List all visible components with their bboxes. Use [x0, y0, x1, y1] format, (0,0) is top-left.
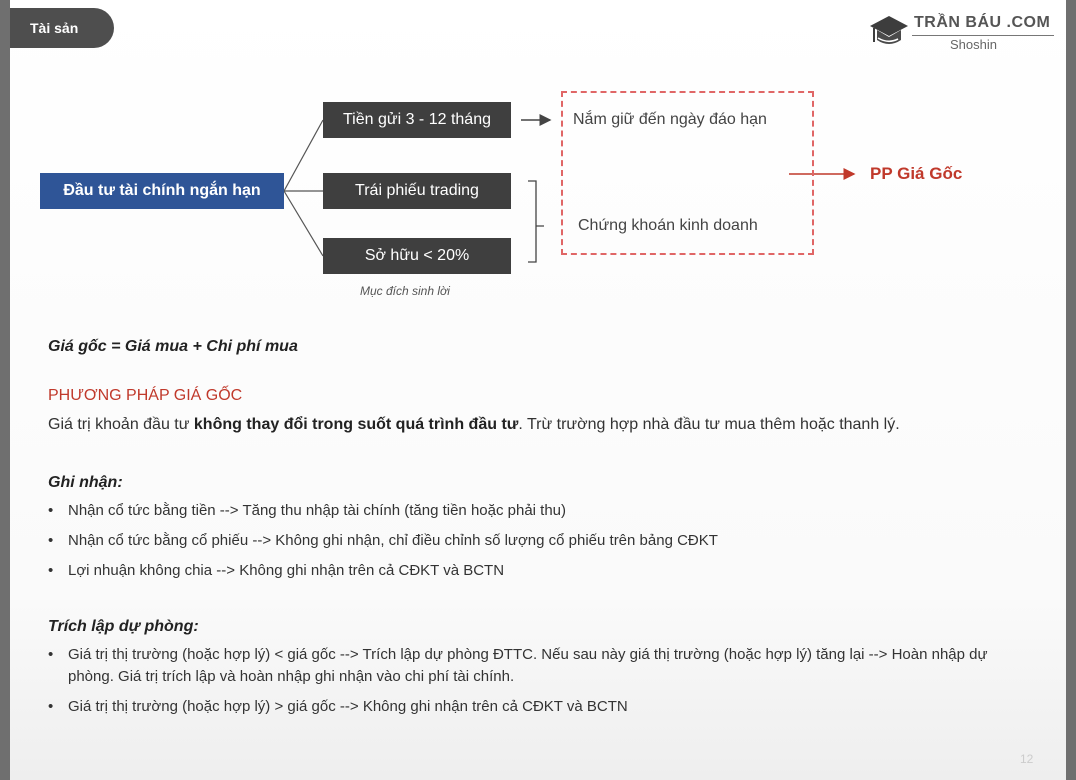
list-item: • Giá trị thị trường (hoặc hợp lý) < giá gốc --> Trích lập dự phòng ĐTTC. Nếu sau này giá thị trường (hoặc hợp lý) tăng lại --> Hoàn nhập dự phòng. Giá trị trích lập và hoàn nhập ghi nhận vào chi phí tài chính. [48, 644, 1018, 688]
bracket [528, 181, 544, 262]
target-text-1: Nắm giữ đến ngày đáo hạn [573, 111, 767, 128]
section-tag: Tài sản [10, 8, 114, 48]
connector-line-3 [284, 191, 323, 256]
branch-box-bond: Trái phiếu trading [323, 173, 511, 209]
list-item: • Lợi nhuận không chia --> Không ghi nhận trên cả CĐKT và BCTN [48, 560, 718, 582]
method-text-after: . Trừ trường hợp nhà đầu tư mua thêm hoặc thanh lý. [518, 416, 900, 433]
logo-subtitle: Shoshin [950, 37, 997, 52]
method-paragraph [48, 416, 900, 434]
list-item: • Giá trị thị trường (hoặc hợp lý) > giá gốc --> Không ghi nhận trên cả CĐKT và BCTN [48, 696, 1018, 718]
target-text-2: Chứng khoán kinh doanh [578, 217, 758, 234]
branch-box-deposit: Tiền gửi 3 - 12 tháng [323, 102, 511, 138]
method-heading: PHƯƠNG PHÁP GIÁ GỐC [48, 387, 243, 404]
list-item: • Nhận cổ tức bằng tiền --> Tăng thu nhập tài chính (tăng tiền hoặc phải thu) [48, 500, 718, 522]
diagram-caption: Mục đích sinh lời [360, 284, 450, 298]
root-box: Đầu tư tài chính ngắn hạn [40, 173, 284, 209]
result-label: PP Giá Gốc [870, 164, 963, 183]
diagram-connectors [10, 0, 1066, 320]
recognition-heading: Ghi nhận: [48, 474, 123, 491]
logo-title: TRẦN BÁU .COM [914, 14, 1051, 31]
method-text-before: Giá trị khoản đầu tư [48, 416, 194, 433]
list-item: • Nhận cổ tức bằng cổ phiếu --> Không ghi nhận, chỉ điều chỉnh số lượng cổ phiếu trên bảng CĐKT [48, 530, 718, 552]
recognition-list [48, 500, 718, 590]
formula: Giá gốc = Giá mua + Chi phí mua [48, 338, 298, 355]
provision-list [48, 644, 1018, 726]
provision-heading: Trích lập dự phòng: [48, 618, 199, 635]
slide [10, 0, 1066, 780]
method-text-bold: không thay đổi trong suốt quá trình đầu tư [193, 416, 519, 433]
page-number: 12 [1020, 752, 1034, 766]
connector-line-1 [284, 120, 323, 191]
branch-box-ownership: Sở hữu < 20% [323, 238, 511, 274]
